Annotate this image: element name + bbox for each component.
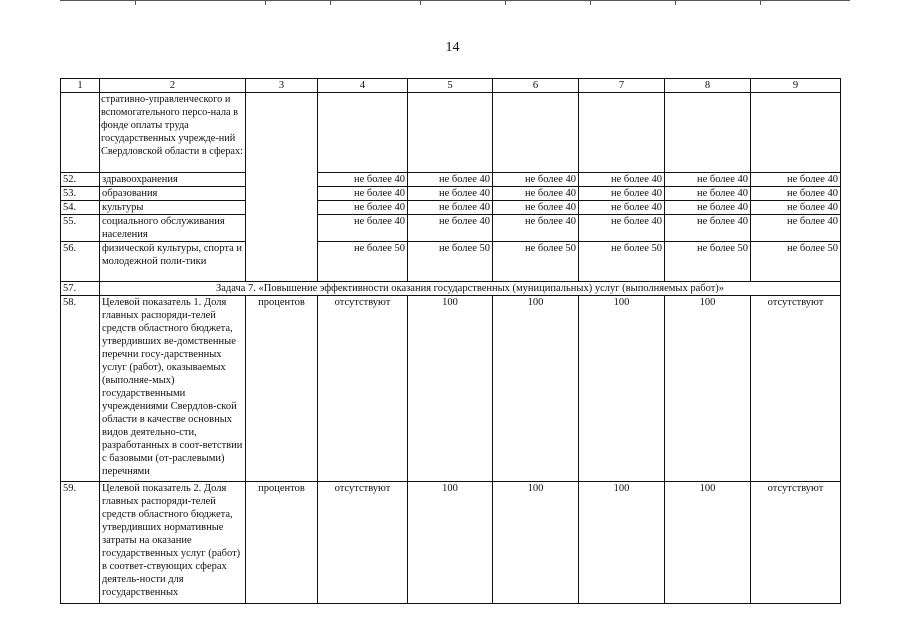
value-cell: не более 40 [408,201,493,215]
value-cell: отсутствуют [751,296,841,482]
row-number: 59. [61,482,100,604]
value-cell: не более 40 [318,215,408,242]
cell-num [61,93,100,173]
value-cell: не более 40 [751,187,841,201]
value-cell: не более 40 [665,187,751,201]
header-col-2: 2 [100,79,246,93]
table-row [61,215,841,242]
task-row [61,282,841,296]
value-cell: не более 50 [318,242,408,282]
value-cell: не более 40 [318,173,408,187]
value-cell: не более 40 [408,187,493,201]
value-cell: не более 40 [579,201,665,215]
task-title: Задача 7. «Повышение эффективности оказания государственных (муниципальных) услуг (выполняемых работ)» [100,282,841,296]
indicator-name: Целевой показатель 2. Доля главных распоряди-телей средств областного бюджета, утвердивших нормативные затраты на оказание государственных услуг (работ) в соответ-ствующих сферах деятель-ности для государственных [100,482,246,604]
row-number: 52. [61,173,100,187]
row-name: здравоохранения [100,173,246,187]
cell-unit-merged [246,93,318,282]
row-number: 56. [61,242,100,282]
cell-empty [665,93,751,173]
value-cell: не более 40 [493,187,579,201]
value-cell: 100 [493,482,579,604]
cell-empty [579,93,665,173]
header-col-4: 4 [318,79,408,93]
unit-cell: процентов [246,296,318,482]
page-number: 14 [445,40,460,55]
header-col-1: 1 [61,79,100,93]
row-name: физической культуры, спорта и молодежной поли-тики [100,242,246,282]
table-row [61,242,841,282]
value-cell: 100 [665,296,751,482]
value-cell: отсутствуют [318,482,408,604]
header-col-3: 3 [246,79,318,93]
value-cell: не более 40 [579,215,665,242]
row-number: 55. [61,215,100,242]
header-col-9: 9 [751,79,841,93]
continuation-text: стративно-управленческого и вспомогательного персо-нала в фонде оплаты труда государственных учрежде-ний Свердловской области в сферах: [100,93,246,173]
value-cell: не более 50 [579,242,665,282]
value-cell: не более 40 [665,215,751,242]
header-col-7: 7 [579,79,665,93]
continuation-row [61,93,841,173]
header-col-8: 8 [665,79,751,93]
value-cell: не более 40 [579,187,665,201]
value-cell: 100 [408,482,493,604]
value-cell: не более 40 [493,201,579,215]
value-cell: не более 40 [408,215,493,242]
indicators-table [60,78,841,604]
header-row [61,79,841,93]
unit-cell: процентов [246,482,318,604]
row-name: социального обслуживания населения [100,215,246,242]
row-name: культуры [100,201,246,215]
value-cell: 100 [665,482,751,604]
top-border-line [60,0,850,6]
value-cell: не более 40 [318,201,408,215]
value-cell: 100 [493,296,579,482]
value-cell: не более 50 [665,242,751,282]
value-cell: не более 40 [665,173,751,187]
row-number: 57. [61,282,100,296]
row-name: образования [100,187,246,201]
value-cell: не более 40 [751,215,841,242]
value-cell: 100 [408,296,493,482]
value-cell: не более 50 [493,242,579,282]
value-cell: не более 40 [493,215,579,242]
value-cell: не более 40 [579,173,665,187]
table-row [61,187,841,201]
table-row [61,201,841,215]
value-cell: 100 [579,296,665,482]
row-number: 53. [61,187,100,201]
table-row [61,173,841,187]
value-cell: не более 50 [408,242,493,282]
row-number: 58. [61,296,100,482]
table-row [61,482,841,604]
cell-empty [751,93,841,173]
cell-empty [318,93,408,173]
value-cell: 100 [579,482,665,604]
value-cell: не более 40 [493,173,579,187]
value-cell: отсутствуют [318,296,408,482]
header-col-6: 6 [493,79,579,93]
table-row [61,296,841,482]
indicator-name: Целевой показатель 1. Доля главных распоряди-телей средств областного бюджета, утвердивших ве-домственные перечни госу-дарственных услуг (работ), оказываемых (выполняе-мых) государственными учреждениями Свердлов-ской области в качестве основных видов деятельно-сти, разработанных в соот-ветствии с базовыми (от-раслевыми) перечнями [100,296,246,482]
value-cell: не более 50 [751,242,841,282]
value-cell: не более 40 [318,187,408,201]
value-cell: отсутствуют [751,482,841,604]
value-cell: не более 40 [751,201,841,215]
value-cell: не более 40 [665,201,751,215]
cell-empty [493,93,579,173]
row-number: 54. [61,201,100,215]
cell-empty [408,93,493,173]
header-col-5: 5 [408,79,493,93]
value-cell: не более 40 [751,173,841,187]
value-cell: не более 40 [408,173,493,187]
